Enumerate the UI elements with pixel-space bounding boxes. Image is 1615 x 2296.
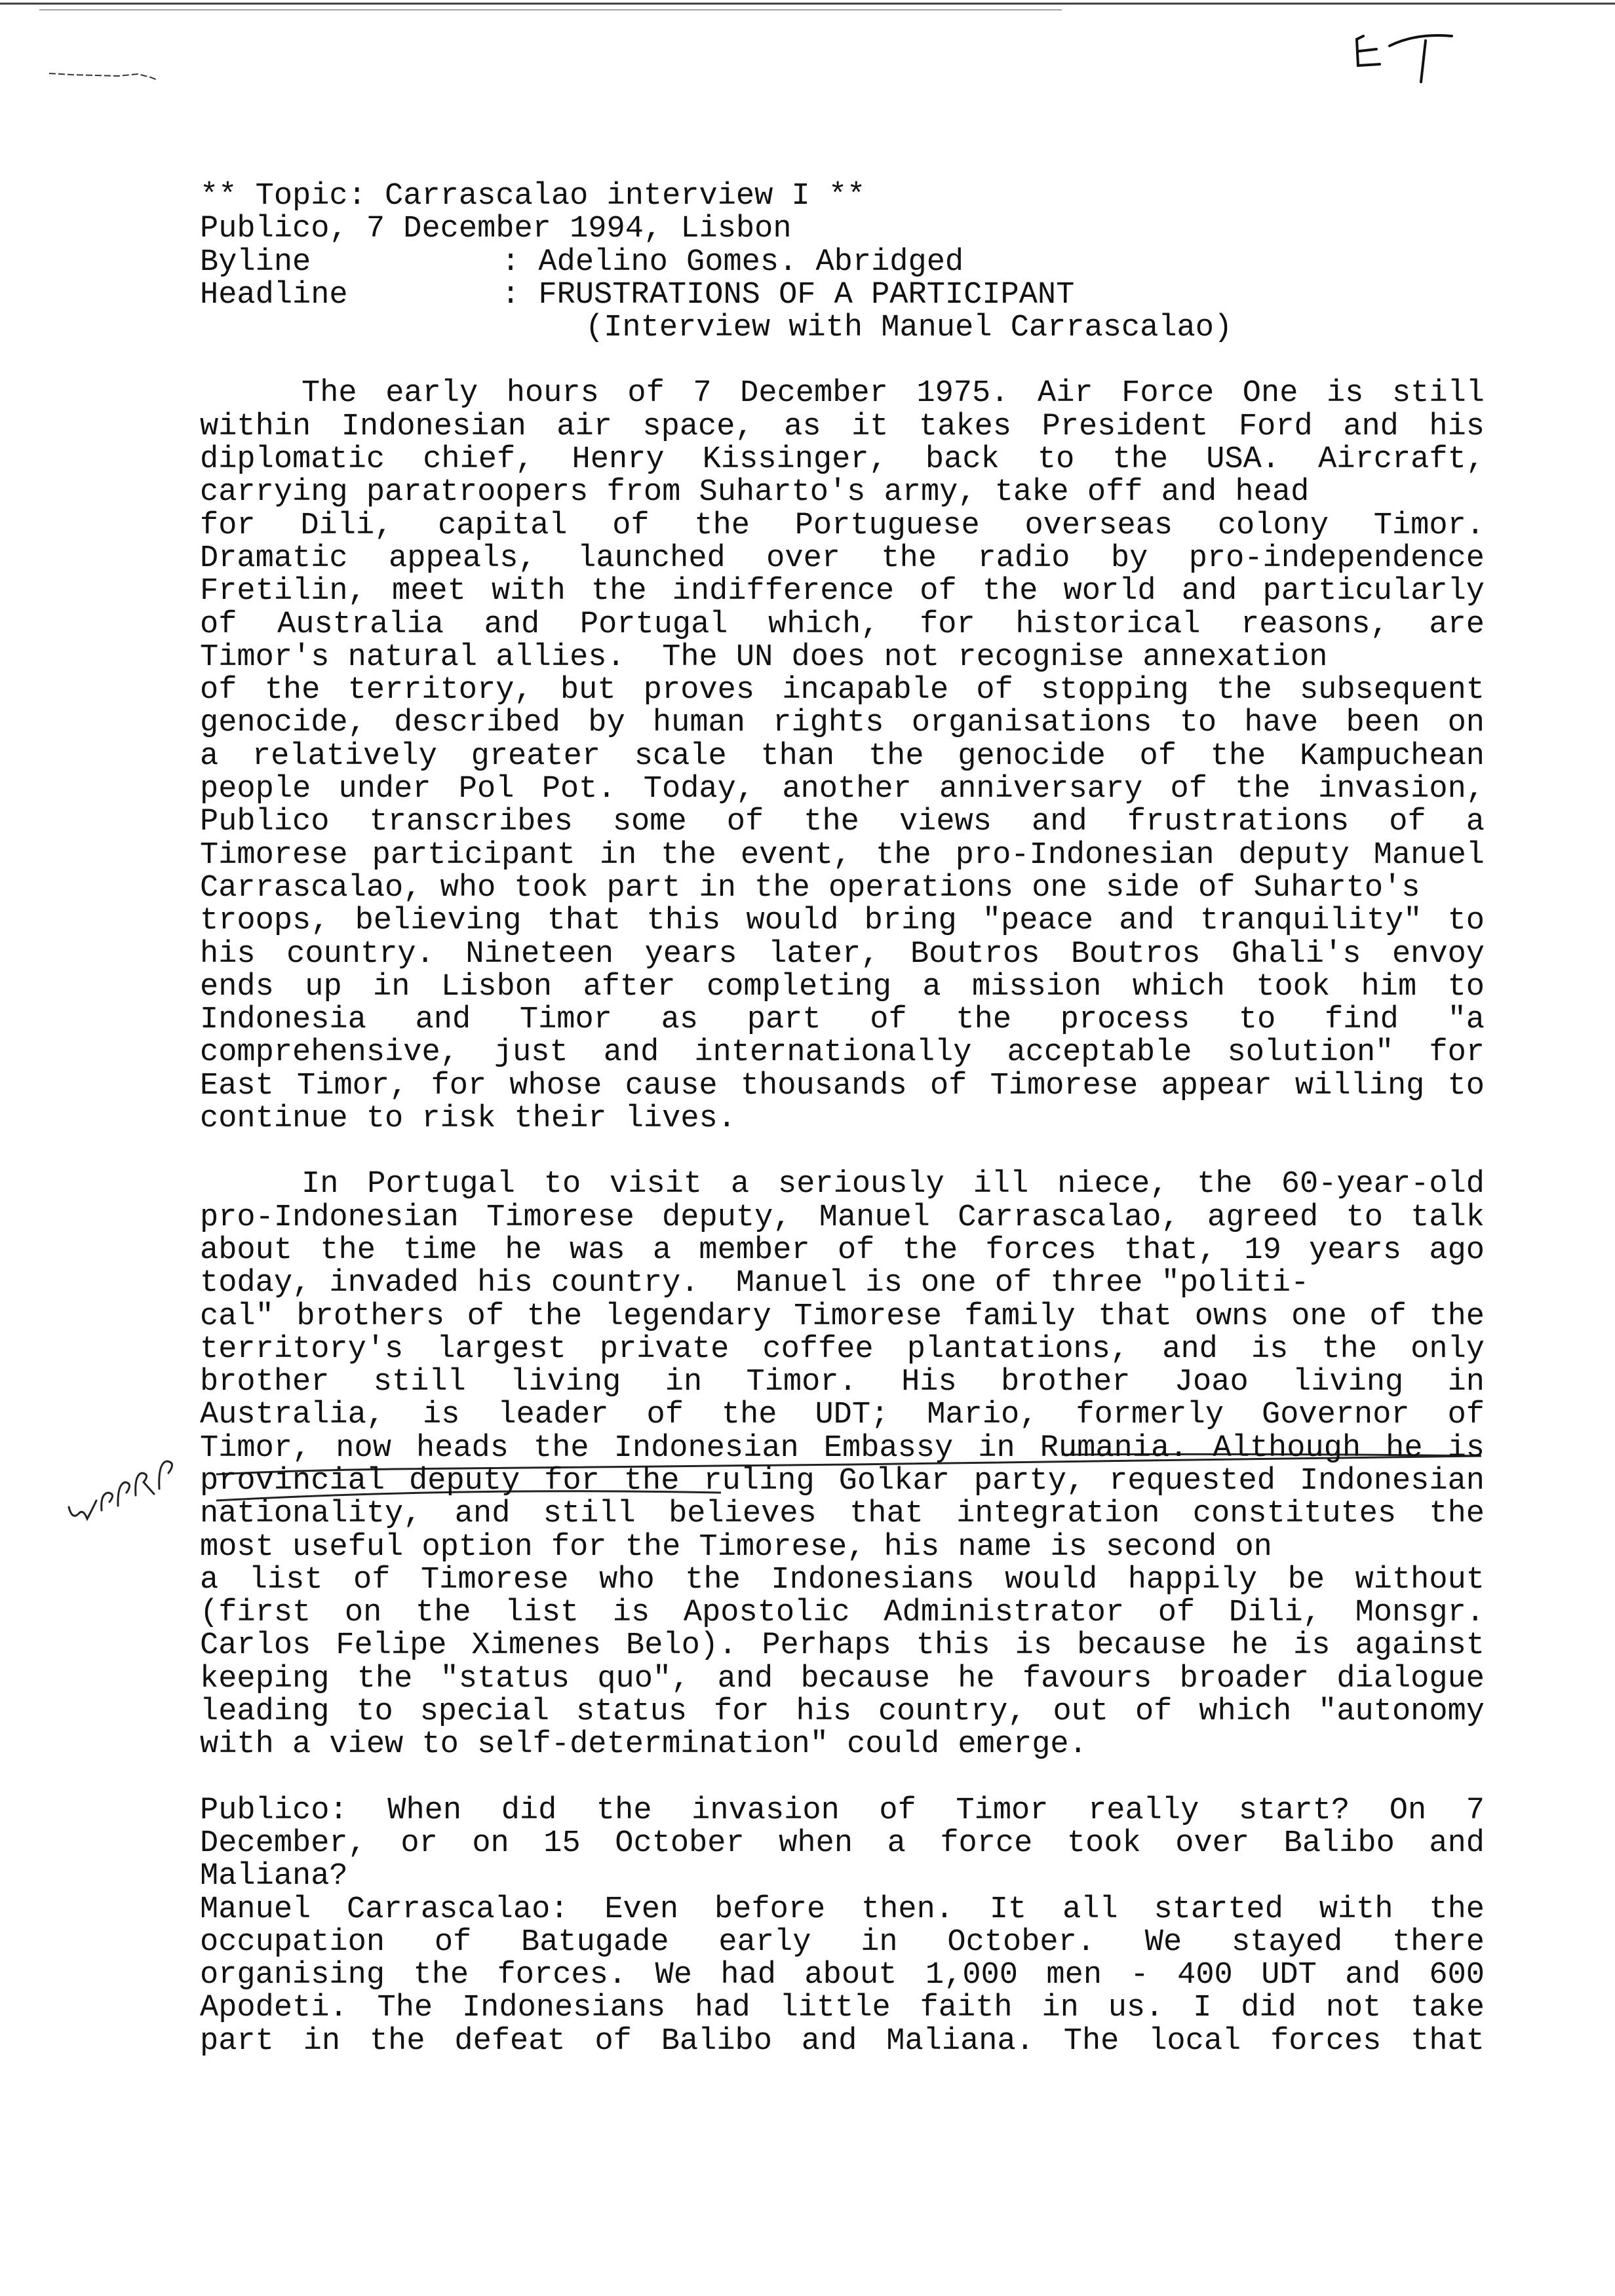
paragraph-line: carrying paratroopers from Suharto's army, take off and head [200, 475, 1310, 510]
document-body [200, 180, 1485, 2058]
byline-value: : Adelino Gomes. Abridged [501, 244, 964, 280]
interview-line: organising the forces. We had about 1,000 men - 400 UDT and 600 [200, 1958, 1485, 1993]
interview-line: part in the defeat of Balibo and Maliana. The local forces that [200, 2023, 1485, 2059]
margin-handwriting-glyph [62, 1448, 200, 1540]
paragraph-line: continue to risk their lives. [200, 1101, 736, 1137]
interview-line: December, or on 15 October when a force took over Balibo and [200, 1826, 1485, 1861]
interview-line: Apodeti. The Indonesians had little faith in us. I did not take [200, 1991, 1485, 2026]
paragraph-line: most useful option for the Timorese, his name is second on [200, 1529, 1272, 1565]
paragraph-line: within Indonesian air space, as it takes President Ford and his [200, 409, 1485, 444]
section-gap [200, 1762, 1485, 1795]
paragraph-line: people under Pol Pot. Today, another anniversary of the invasion, [200, 772, 1485, 807]
interview-section [200, 1795, 1485, 2058]
paragraph-line: pro-Indonesian Timorese deputy, Manuel Carrascalao, agreed to talk [200, 1200, 1485, 1235]
byline-row [200, 246, 1485, 279]
paragraph-line: of the territory, but proves incapable of stopping the subsequent [200, 673, 1485, 708]
handwritten-et-annotation [1350, 26, 1462, 85]
headline-row [200, 279, 1485, 312]
margin-handwriting [62, 1448, 200, 1540]
paragraph-line: of Australia and Portugal which, for historical reasons, are [200, 607, 1485, 642]
paragraph-1 [200, 377, 1485, 1136]
paragraph-line: nationality, and still believes that integration constitutes the [200, 1497, 1485, 1532]
paragraph-line: Fretilin, meet with the indifference of the world and particularly [200, 574, 1485, 609]
paragraph-line: Australia, is leader of the UDT; Mario, formerly Governor of [200, 1398, 1485, 1433]
paragraph-line: a relatively greater scale than the genocide of the Kampuchean [200, 738, 1485, 774]
headline-label: Headline [200, 277, 348, 313]
paragraph-line: Dramatic appeals, launched over the radio by pro-independence [200, 541, 1485, 576]
headline-value: : FRUSTRATIONS OF A PARTICIPANT [501, 277, 1075, 313]
paragraph-line: Indonesia and Timor as part of the process to find "a [200, 1003, 1485, 1038]
paragraph-line: cal" brothers of the legendary Timorese family that owns one of the [200, 1299, 1485, 1334]
interview-line: occupation of Batugade early in October. We stayed there [200, 1924, 1485, 1960]
paragraph-line: today, invaded his country. Manuel is one of three "politi- [200, 1266, 1310, 1301]
interview-line: Manuel Carrascalao: Even before then. It all started with the [200, 1892, 1485, 1927]
paragraph-line: (first on the list is Apostolic Administrator of Dili, Monsgr. [200, 1596, 1485, 1631]
paragraph-2 [200, 1168, 1485, 1761]
section-gap [200, 345, 1485, 377]
paragraph-line: genocide, described by human rights organisations to have been on [200, 706, 1485, 741]
paragraph-line: Carrascalao, who took part in the operations one side of Suharto's [200, 870, 1420, 906]
byline-label: Byline [200, 244, 311, 280]
scan-top-edge [0, 3, 1615, 5]
paragraph-line: ends up in Lisbon after completing a mission which took him to [200, 969, 1485, 1004]
paragraph-line: brother still living in Timor. His brother Joao living in [200, 1365, 1485, 1400]
paragraph-line: keeping the "status quo", and because he favours broader dialogue [200, 1661, 1485, 1696]
handwritten-et-glyph [1350, 26, 1462, 85]
paragraph-line: diplomatic chief, Henry Kissinger, back to the USA. Aircraft, [200, 442, 1485, 478]
paragraph-line: comprehensive, just and internationally acceptable solution" for [200, 1035, 1485, 1071]
headline-subtitle: (Interview with Manuel Carrascalao) [585, 311, 1233, 346]
paragraph-line: territory's largest private coffee plantations, and is the only [200, 1331, 1485, 1367]
paragraph-line: with a view to self-determination" could emerge. [200, 1727, 1087, 1763]
scan-top-edge-secondary [39, 9, 1062, 10]
paragraph-line: about the time he was a member of the forces that, 19 years ago [200, 1233, 1485, 1268]
paragraph-line: leading to special status for his country, out of which "autonomy [200, 1694, 1485, 1730]
scan-artifact-mark [46, 66, 164, 85]
paragraph-line: In Portugal to visit a seriously ill niece, the 60-year-old [302, 1167, 1485, 1202]
paragraph-line: Publico transcribes some of the views and frustrations of a [200, 805, 1485, 840]
paragraph-line: Carlos Felipe Ximenes Belo). Perhaps this is because he is against [200, 1628, 1485, 1664]
paragraph-line: The early hours of 7 December 1975. Air Force One is still [302, 376, 1485, 411]
paragraph-line: his country. Nineteen years later, Boutros Boutros Ghali's envoy [200, 936, 1485, 972]
paragraph-line: Timor, now heads the Indonesian Embassy in Rumania. Although he is [200, 1430, 1485, 1466]
paragraph-line: provincial deputy for the ruling Golkar party, requested Indonesian [200, 1463, 1485, 1499]
interview-line: Publico: When did the invasion of Timor really start? On 7 [200, 1793, 1485, 1828]
paragraph-line: for Dili, capital of the Portuguese overseas colony Timor. [200, 508, 1485, 543]
paragraph-line: Timorese participant in the event, the pro-Indonesian deputy Manuel [200, 837, 1485, 873]
topic-line: ** Topic: Carrascalao interview I ** [200, 179, 866, 214]
section-gap [200, 1136, 1485, 1168]
paragraph-line: East Timor, for whose cause thousands of Timorese appear willing to [200, 1068, 1485, 1103]
paragraph-line: Timor's natural allies. The UN does not recognise annexation [200, 640, 1328, 675]
paragraph-line: a list of Timorese who the Indonesians would happily be without [200, 1562, 1485, 1598]
paragraph-line: troops, believing that this would bring "peace and tranquility" to [200, 904, 1485, 939]
interview-line: Maliana? [200, 1859, 348, 1894]
source-line: Publico, 7 December 1994, Lisbon [200, 212, 792, 247]
